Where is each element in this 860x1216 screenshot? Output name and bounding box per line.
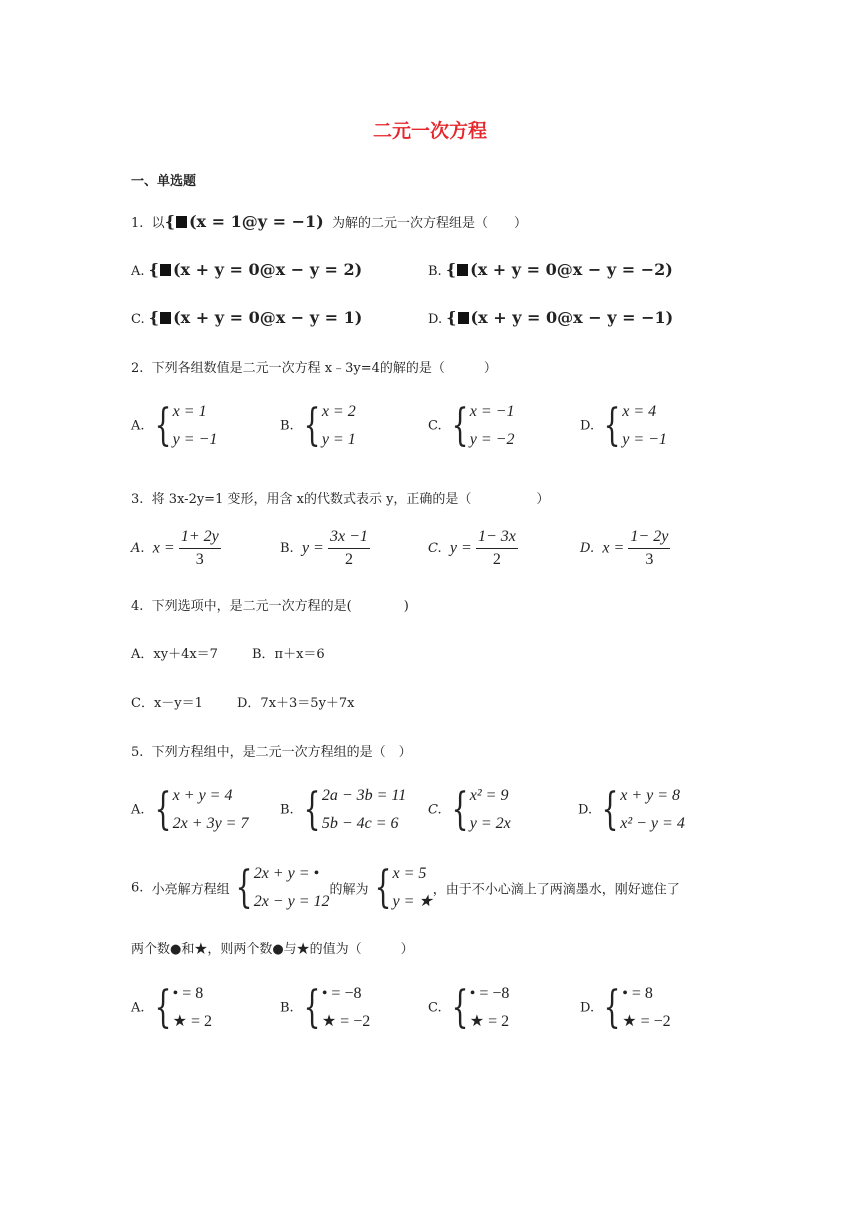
- q1-pre: 以: [151, 216, 165, 231]
- q5-text: 下列方程组中，是二元一次方程组的是（ ）: [151, 745, 412, 760]
- question-3: 3. 将 3x-2y=1 变形，用含 x的代数式表示 y，正确的是（ ）: [131, 492, 550, 507]
- question-6: 6. 小亮解方程组 { 2x + y = • 2x − y = 12 的解为 { x = 5 y = ★ ，由于不小心滴上了两滴墨水，刚好遮住了: [131, 862, 680, 913]
- q5-option-b[interactable]: B. { 2a − 3b = 11 5b − 4c = 6: [280, 784, 407, 835]
- q4-option-b[interactable]: B．π＋x＝6: [252, 647, 325, 662]
- q6-option-a[interactable]: A. { • = 8 ★ = 2: [131, 982, 213, 1033]
- question-4: 4. 下列选项中，是二元一次方程的是( ): [131, 599, 409, 614]
- q3-option-d[interactable]: D. x = $\frac{1- 2y}{3}$: [580, 528, 669, 568]
- page-title: 二元一次方程: [372, 120, 487, 142]
- q4-option-c[interactable]: C．x－y＝1: [131, 696, 203, 711]
- q3-option-b[interactable]: B. y = $\frac{3x -1}{2}$: [280, 528, 368, 568]
- q3-option-a[interactable]: A. x = $\frac{1+ 2y}{3}$: [131, 528, 219, 568]
- q6-option-b[interactable]: B. { • = −8 ★ = −2: [280, 982, 371, 1033]
- q2-option-c[interactable]: C. { x = −1 y = −2: [428, 400, 515, 451]
- black-box-icon: [458, 312, 469, 324]
- q1-equation: { (x = 1@y = −1): [164, 212, 324, 231]
- question-5: 5. 下列方程组中，是二元一次方程组的是（ ）: [131, 745, 412, 760]
- q4-option-d[interactable]: D．7x＋3＝5y＋7x: [237, 696, 355, 711]
- q3-text: 将 3x-2y=1 变形，用含 x的代数式表示 y，正确的是（ ）: [151, 492, 550, 507]
- q5-option-a[interactable]: A. { x + y = 4 2x + 3y = 7: [131, 784, 249, 835]
- q1-option-b[interactable]: B. { (x + y = 0@x − y = −2): [428, 260, 673, 279]
- q1-post: 为解的二元一次方程组是（ ）: [332, 216, 528, 231]
- q6-line2: 两个数●和★，则两个数●与★的值为（ ）: [131, 942, 414, 957]
- q1-option-d[interactable]: D. { (x + y = 0@x − y = −1): [428, 308, 674, 327]
- question-1: [131, 212, 527, 231]
- q5-option-d[interactable]: D. { x + y = 8 x² − y = 4: [578, 784, 685, 835]
- q2-option-a[interactable]: A. { x = 1 y = −1: [131, 400, 218, 451]
- q2-text: 下列各组数值是二元一次方程 x﹣3y=4的解的是（ ）: [151, 361, 497, 376]
- q3-option-c[interactable]: C. y = $\frac{1- 3x}{2}$: [428, 528, 516, 568]
- black-box-icon: [160, 264, 171, 276]
- black-box-icon: [457, 264, 468, 276]
- q4-option-a[interactable]: A．xy＋4x＝7: [131, 647, 218, 662]
- q4-text: 下列选项中，是二元一次方程的是( ): [151, 599, 409, 614]
- section-heading: 一、单选题: [131, 174, 197, 189]
- q1-option-c[interactable]: C. { (x + y = 0@x − y = 1): [131, 308, 363, 327]
- q1-option-a[interactable]: A. { (x + y = 0@x − y = 2): [131, 260, 363, 279]
- q6-option-c[interactable]: C. { • = −8 ★ = 2: [428, 982, 510, 1033]
- q2-option-d[interactable]: D. { x = 4 y = −1: [580, 400, 667, 451]
- q1-number: 1.: [131, 216, 144, 231]
- q2-option-b[interactable]: B. { x = 2 y = 1: [280, 400, 356, 451]
- black-box-icon: [160, 312, 171, 324]
- q5-option-c[interactable]: C. { x² = 9 y = 2x: [428, 784, 511, 835]
- question-2: 2. 下列各组数值是二元一次方程 x﹣3y=4的解的是（ ）: [131, 361, 497, 376]
- q6-option-d[interactable]: D. { • = 8 ★ = −2: [580, 982, 671, 1033]
- black-box-icon: [176, 216, 187, 228]
